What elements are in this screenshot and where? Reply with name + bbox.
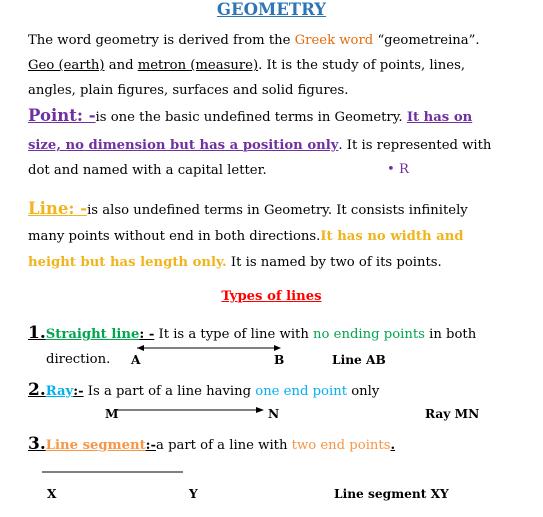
type-separator: : - <box>139 327 155 342</box>
ray-item <box>28 382 379 399</box>
point-text: is one the basic undefined terms in Geometry. <box>95 110 407 125</box>
point-label-m: M <box>105 407 119 421</box>
line-highlight: height but has length only. <box>28 255 227 270</box>
ray-name: Ray <box>45 384 74 399</box>
types-heading: Types of lines <box>221 289 322 304</box>
type-desc-highlight: one end point <box>255 384 348 399</box>
line-line-1 <box>28 201 468 218</box>
segment-line <box>42 469 187 475</box>
point-text: . It is represented with <box>338 138 492 153</box>
ray-mn-caption: Ray MN <box>425 407 480 421</box>
point-highlight: size, no dimension but has a position only <box>28 138 339 153</box>
type-desc-highlight: two end points <box>291 438 391 453</box>
intro-text: and <box>104 58 138 73</box>
intro-text: . It is the study of points, lines, <box>258 58 466 73</box>
point-heading: Point: - <box>28 106 96 125</box>
point-label-x: X <box>47 487 57 501</box>
type-desc: It is a type of line with <box>154 327 314 342</box>
type-separator: :- <box>73 384 84 399</box>
type-desc: in both <box>424 327 477 342</box>
ray-arrow-line <box>117 405 267 415</box>
line-text: is also undefined terms in Geometry. It consists infinitely <box>87 203 468 218</box>
point-label-y: Y <box>189 487 198 501</box>
line-line-3 <box>28 256 442 269</box>
point-highlight: It has on <box>406 110 473 125</box>
straight-line-item <box>28 325 476 342</box>
type-desc-highlight: no ending points <box>313 327 425 342</box>
type-number: 3. <box>28 434 46 454</box>
line-text: many points without end in both directions. <box>28 229 321 244</box>
segment-name: Line segment <box>45 438 146 453</box>
metron-term: metron (measure) <box>137 58 259 73</box>
type-separator: :- <box>145 438 157 453</box>
line-highlight: It has no width and <box>320 229 464 244</box>
type-desc: . <box>390 438 396 453</box>
point-line-2 <box>28 139 491 152</box>
geo-term: Geo (earth) <box>28 58 105 73</box>
page-title: GEOMETRY <box>216 0 327 19</box>
type-number: 2. <box>28 380 46 400</box>
intro-text: The word geometry is derived from the <box>28 33 295 48</box>
line-heading: Line: - <box>28 199 88 218</box>
line-text: It is named by two of its points. <box>226 255 442 270</box>
segment-xy-caption: Line segment XY <box>334 487 449 501</box>
straight-line-name: Straight line <box>45 327 140 342</box>
double-arrow-line <box>134 343 284 353</box>
intro-text: “geometreina”. <box>373 33 480 48</box>
point-label-b: B <box>274 353 285 367</box>
type-number: 1. <box>28 323 46 343</box>
intro-line-2 <box>28 59 465 72</box>
straight-line-desc-2: direction. <box>46 352 111 367</box>
intro-line-1 <box>28 34 480 47</box>
line-ab-caption: Line AB <box>332 353 386 367</box>
type-desc: only <box>347 384 380 399</box>
intro-line-3: angles, plain figures, surfaces and solid figures. <box>28 83 349 98</box>
point-example <box>387 163 409 176</box>
point-label-n: N <box>268 407 280 421</box>
greek-word-text: Greek word <box>294 33 374 48</box>
segment-item <box>28 436 395 453</box>
point-line-1 <box>28 108 472 125</box>
point-label-r: R <box>398 162 409 177</box>
point-line-3: dot and named with a capital letter. <box>28 163 267 178</box>
dot-icon: • <box>387 162 395 177</box>
type-desc: a part of a line with <box>156 438 292 453</box>
type-desc: Is a part of a line having <box>83 384 256 399</box>
line-line-2 <box>28 230 464 243</box>
point-label-a: A <box>131 353 141 367</box>
